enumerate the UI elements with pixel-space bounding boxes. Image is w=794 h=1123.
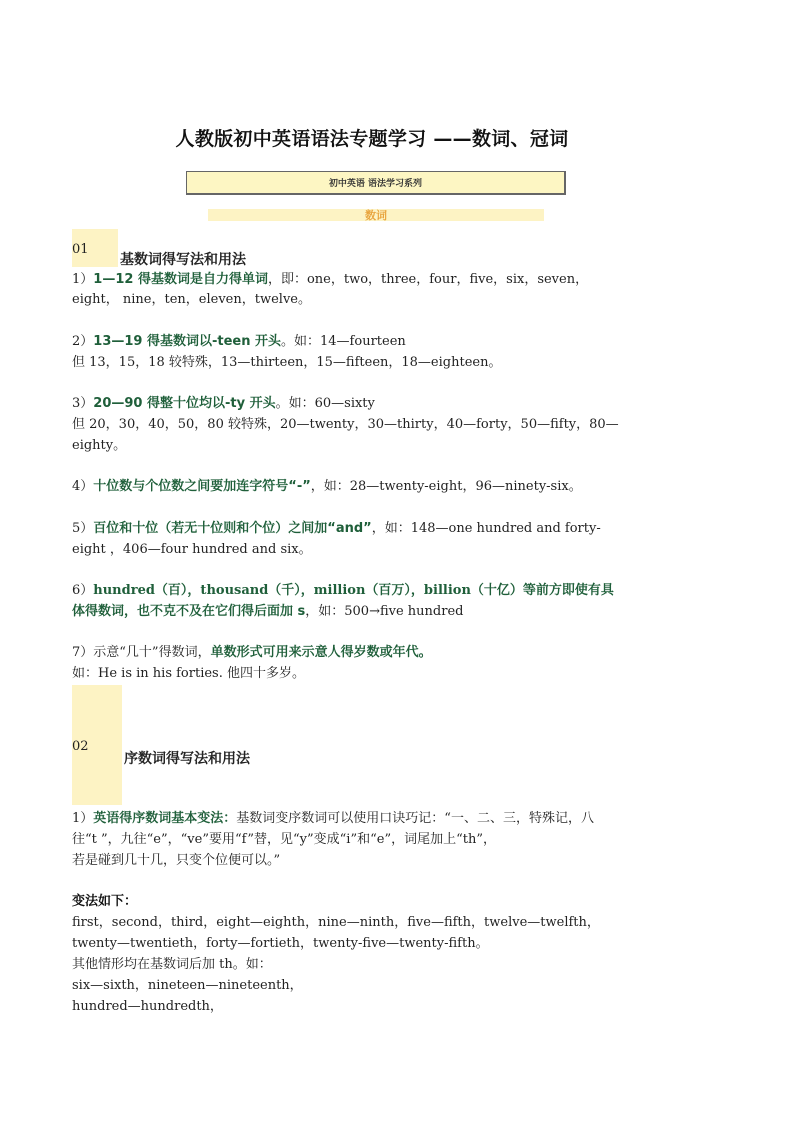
paragraph-line: 4）十位数与个位数之间要加连字符号“-”，如：28—twenty-eight，96—ninety-six。 — [72, 479, 582, 494]
paragraph-line: 1）1—12 得基数词是自力得单词，即：one，two，three，four，five，six，seven， — [72, 272, 589, 287]
paragraph-line: first，second，third，eight—eighth，nine—ninth，five—fifth，twelve—twelfth， — [72, 915, 600, 930]
section-heading-01: 基数词得写法和用法 — [120, 252, 246, 268]
paragraph-line: 体得数词，也不克不及在它们得后面加 s，如：500→five hundred — [72, 604, 464, 619]
paragraph-line: 往“t ”，九往“e”，“ve”要用“f”替，见“y”变成“i”和“e”，词尾加上“th”， — [72, 832, 496, 847]
paragraph-line: 6）hundred（百），thousand（千），million（百万），billion（十亿）等前方即使有具 — [72, 583, 614, 598]
paragraph-line: 若是碰到几十几，只变个位便可以。” — [72, 853, 281, 868]
section-number: 01 — [72, 242, 89, 257]
section-heading-02: 序数词得写法和用法 — [124, 751, 250, 767]
paragraph-line: six—sixth，nineteen—nineteenth， — [72, 978, 303, 993]
paragraph-line: twenty—twentieth，forty—fortieth，twenty-five—twenty-fifth。 — [72, 936, 489, 951]
paragraph-line: 3）20—90 得整十位均以-ty 开头。如：60—sixty — [72, 396, 375, 411]
paragraph-line: 其他情形均在基数词后加 th。如： — [72, 957, 272, 972]
paragraph-line: 7）示意“几十”得数词，单数形式可用来示意人得岁数或年代。 — [72, 645, 432, 660]
page-title: 人教版初中英语语法专题学习 ——数词、冠词 — [175, 128, 569, 150]
paragraph-line: 2）13—19 得基数词以-teen 开头。如：14—fourteen — [72, 334, 406, 349]
section-number-box-02 — [72, 685, 122, 805]
paragraph-line: 如：He is in his forties. 他四十多岁。 — [72, 666, 305, 681]
series-label: 初中英语 语法学习系列 — [328, 179, 423, 189]
paragraph-line: 变法如下： — [72, 894, 138, 909]
paragraph-line: 但 20，30，40，50，80 较特殊，20—twenty，30—thirty，40—forty，50—fifty，80— — [72, 417, 619, 432]
paragraph-line: 但 13，15，18 较特殊，13—thirteen，15—fifteen，18—eighteen。 — [72, 355, 502, 370]
paragraph-line: eighty。 — [72, 438, 127, 453]
subtopic-label: 数词 — [365, 209, 387, 222]
section-number-box-01 — [72, 229, 118, 267]
paragraph-line: eight， nine，ten，eleven，twelve。 — [72, 292, 311, 307]
series-banner — [186, 171, 566, 195]
paragraph-line: eight ，406—four hundred and six。 — [72, 542, 312, 557]
subtopic-bar — [208, 209, 544, 221]
paragraph-line: 1）英语得序数词基本变法：基数词变序数词可以使用口诀巧记：“一、二、三，特殊记，八 — [72, 811, 594, 826]
paragraph-line: hundred—hundredth， — [72, 999, 223, 1014]
section-number: 02 — [72, 739, 89, 754]
paragraph-line: 5）百位和十位（若无十位则和个位）之间加“and”，如：148—one hundred and forty- — [72, 521, 601, 536]
